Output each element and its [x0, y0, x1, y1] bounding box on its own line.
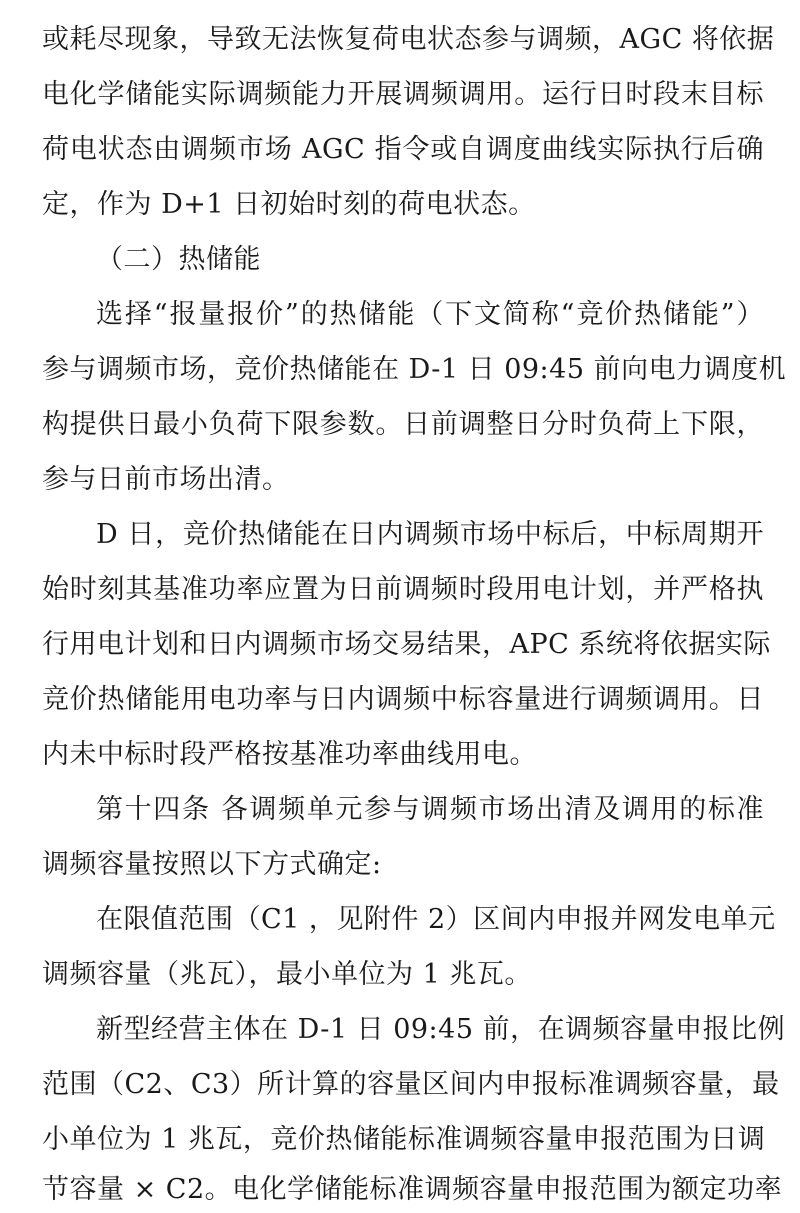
paragraph-line: 参与日前市场出清。 — [42, 464, 290, 495]
paragraph-line: 新型经营主体在 D-1 日 09:45 前，在调频容量申报比例 — [96, 1014, 786, 1045]
paragraph-line: 选择“报量报价”的热储能（下文简称“竞价热储能”） — [96, 299, 764, 330]
paragraph-line: 调频容量按照以下方式确定: — [42, 849, 382, 880]
paragraph-line: 节容量 × C2。电化学储能标准调频容量申报范围为额定功率 — [42, 1174, 783, 1205]
paragraph-line: 构提供日最小负荷下限参数。日前调整日分时负荷上下限， — [42, 409, 764, 440]
paragraph-line: 行用电计划和日内调频市场交易结果，APC 系统将依据实际 — [42, 629, 771, 660]
section-heading: （二）热储能 — [96, 244, 261, 275]
paragraph-line: 竞价热储能用电功率与日内调频中标容量进行调频调用。日 — [42, 684, 764, 715]
paragraph-line: 调频容量（兆瓦），最小单位为 1 兆瓦。 — [42, 959, 532, 990]
paragraph-line: 定，作为 D+1 日初始时刻的荷电状态。 — [42, 189, 536, 220]
article-heading-line: 第十四条 各调频单元参与调频市场出清及调用的标准 — [96, 794, 764, 825]
paragraph-line: 参与调频市场，竞价热储能在 D-1 日 09:45 前向电力调度机 — [42, 354, 787, 385]
paragraph-line: 在限值范围（C1 ，见附件 2）区间内申报并网发电单元 — [96, 904, 776, 935]
paragraph-line: 内未中标时段严格按基准功率曲线用电。 — [42, 739, 537, 770]
paragraph-line: 电化学储能实际调频能力开展调频调用。运行日时段末目标 — [42, 79, 764, 110]
paragraph-line: 范围（C2、C3）所计算的容量区间内申报标准调频容量，最 — [42, 1069, 780, 1100]
paragraph-line: D 日，竞价热储能在日内调频市场中标后，中标周期开 — [96, 519, 764, 550]
paragraph-line: 或耗尽现象，导致无法恢复荷电状态参与调频，AGC 将依据 — [42, 24, 775, 55]
paragraph-line: 始时刻其基准功率应置为日前调频时段用电计划，并严格执 — [42, 574, 764, 605]
paragraph-line: 荷电状态由调频市场 AGC 指令或自调度曲线实际执行后确 — [42, 134, 764, 165]
paragraph-line: 小单位为 1 兆瓦，竞价热储能标准调频容量申报范围为日调 — [42, 1124, 766, 1155]
